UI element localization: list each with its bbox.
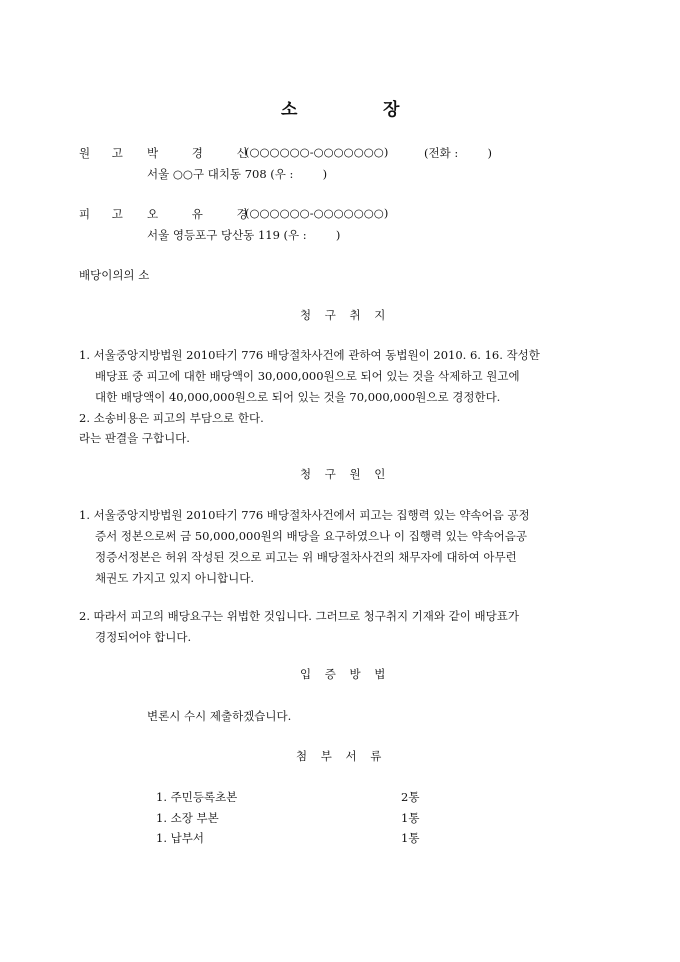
defendant-name: 오 유 경 [147, 207, 248, 221]
evidence-text: 변론시 수시 제출하겠습니다. [147, 709, 292, 723]
claim-purpose-heading: 청 구 취 지 [300, 308, 386, 322]
plaintiff-role: 원 고 [79, 146, 123, 160]
defendant-role: 피 고 [79, 207, 123, 221]
claim-cause-item1-line4: 채권도 가지고 있지 아니합니다. [95, 571, 255, 585]
claim-purpose-item1-line2: 배당표 중 피고에 대한 배당액이 30,000,000원으로 되어 있는 것을 삭제하고 원고에 [95, 369, 520, 383]
claim-purpose-closing: 라는 판결을 구합니다. [79, 431, 190, 445]
attachment-item-2-name: 1. 소장 부본 [156, 811, 219, 825]
claim-cause-item1-line2: 증서 정본으로써 금 50,000,000원의 배당을 요구하였으나 이 집행력 있는 약속어음공 [95, 529, 528, 543]
defendant-address: 서울 영등포구 당산동 119 (우 : ) [147, 228, 341, 242]
attachments-heading: 첨 부 서 류 [296, 749, 382, 763]
claim-cause-item1-line1: 1. 서울중앙지방법원 2010타기 776 배당절차사건에서 피고는 집행력 있는 약속어음 공정 [79, 508, 530, 522]
claim-purpose-item2: 2. 소송비용은 피고의 부담으로 한다. [79, 411, 264, 425]
evidence-heading: 입 증 방 법 [300, 667, 386, 681]
plaintiff-id: (○○○○○○-○○○○○○○) [245, 145, 389, 159]
attachment-item-2-count: 1통 [401, 811, 420, 825]
claim-cause-item2-line1: 2. 따라서 피고의 배당요구는 위법한 것입니다. 그러므로 청구취지 기재와 같이 배당표가 [79, 609, 519, 623]
attachment-item-1-count: 2통 [401, 790, 420, 804]
claim-purpose-item1-line1: 1. 서울중앙지방법원 2010타기 776 배당절차사건에 관하여 동법원이 2010. 6. 16. 작성한 [79, 348, 540, 362]
defendant-id: (○○○○○○-○○○○○○○) [245, 206, 389, 220]
attachment-item-1-name: 1. 주민등록초본 [156, 790, 238, 804]
plaintiff-name: 박 경 신 [147, 146, 248, 160]
claim-cause-heading: 청 구 원 인 [300, 467, 386, 481]
claim-cause-item2-line2: 경정되어야 합니다. [95, 630, 192, 644]
plaintiff-phone: (전화 : ) [424, 146, 492, 160]
claim-cause-item1-line3: 정증서정본은 허위 작성된 것으로 피고는 위 배당절차사건의 채무자에 대하여 아무런 [95, 550, 517, 564]
title-char-1: 소 [281, 100, 298, 120]
attachment-item-3-name: 1. 납부서 [156, 831, 204, 845]
plaintiff-address: 서울 ○○구 대치동 708 (우 : ) [147, 167, 328, 181]
attachment-item-3-count: 1통 [401, 831, 420, 845]
title-char-2: 장 [383, 100, 400, 120]
case-name: 배당이의의 소 [79, 268, 150, 282]
claim-purpose-item1-line3: 대한 배당액이 40,000,000원으로 되어 있는 것을 70,000,000원으로 경정한다. [95, 390, 501, 404]
